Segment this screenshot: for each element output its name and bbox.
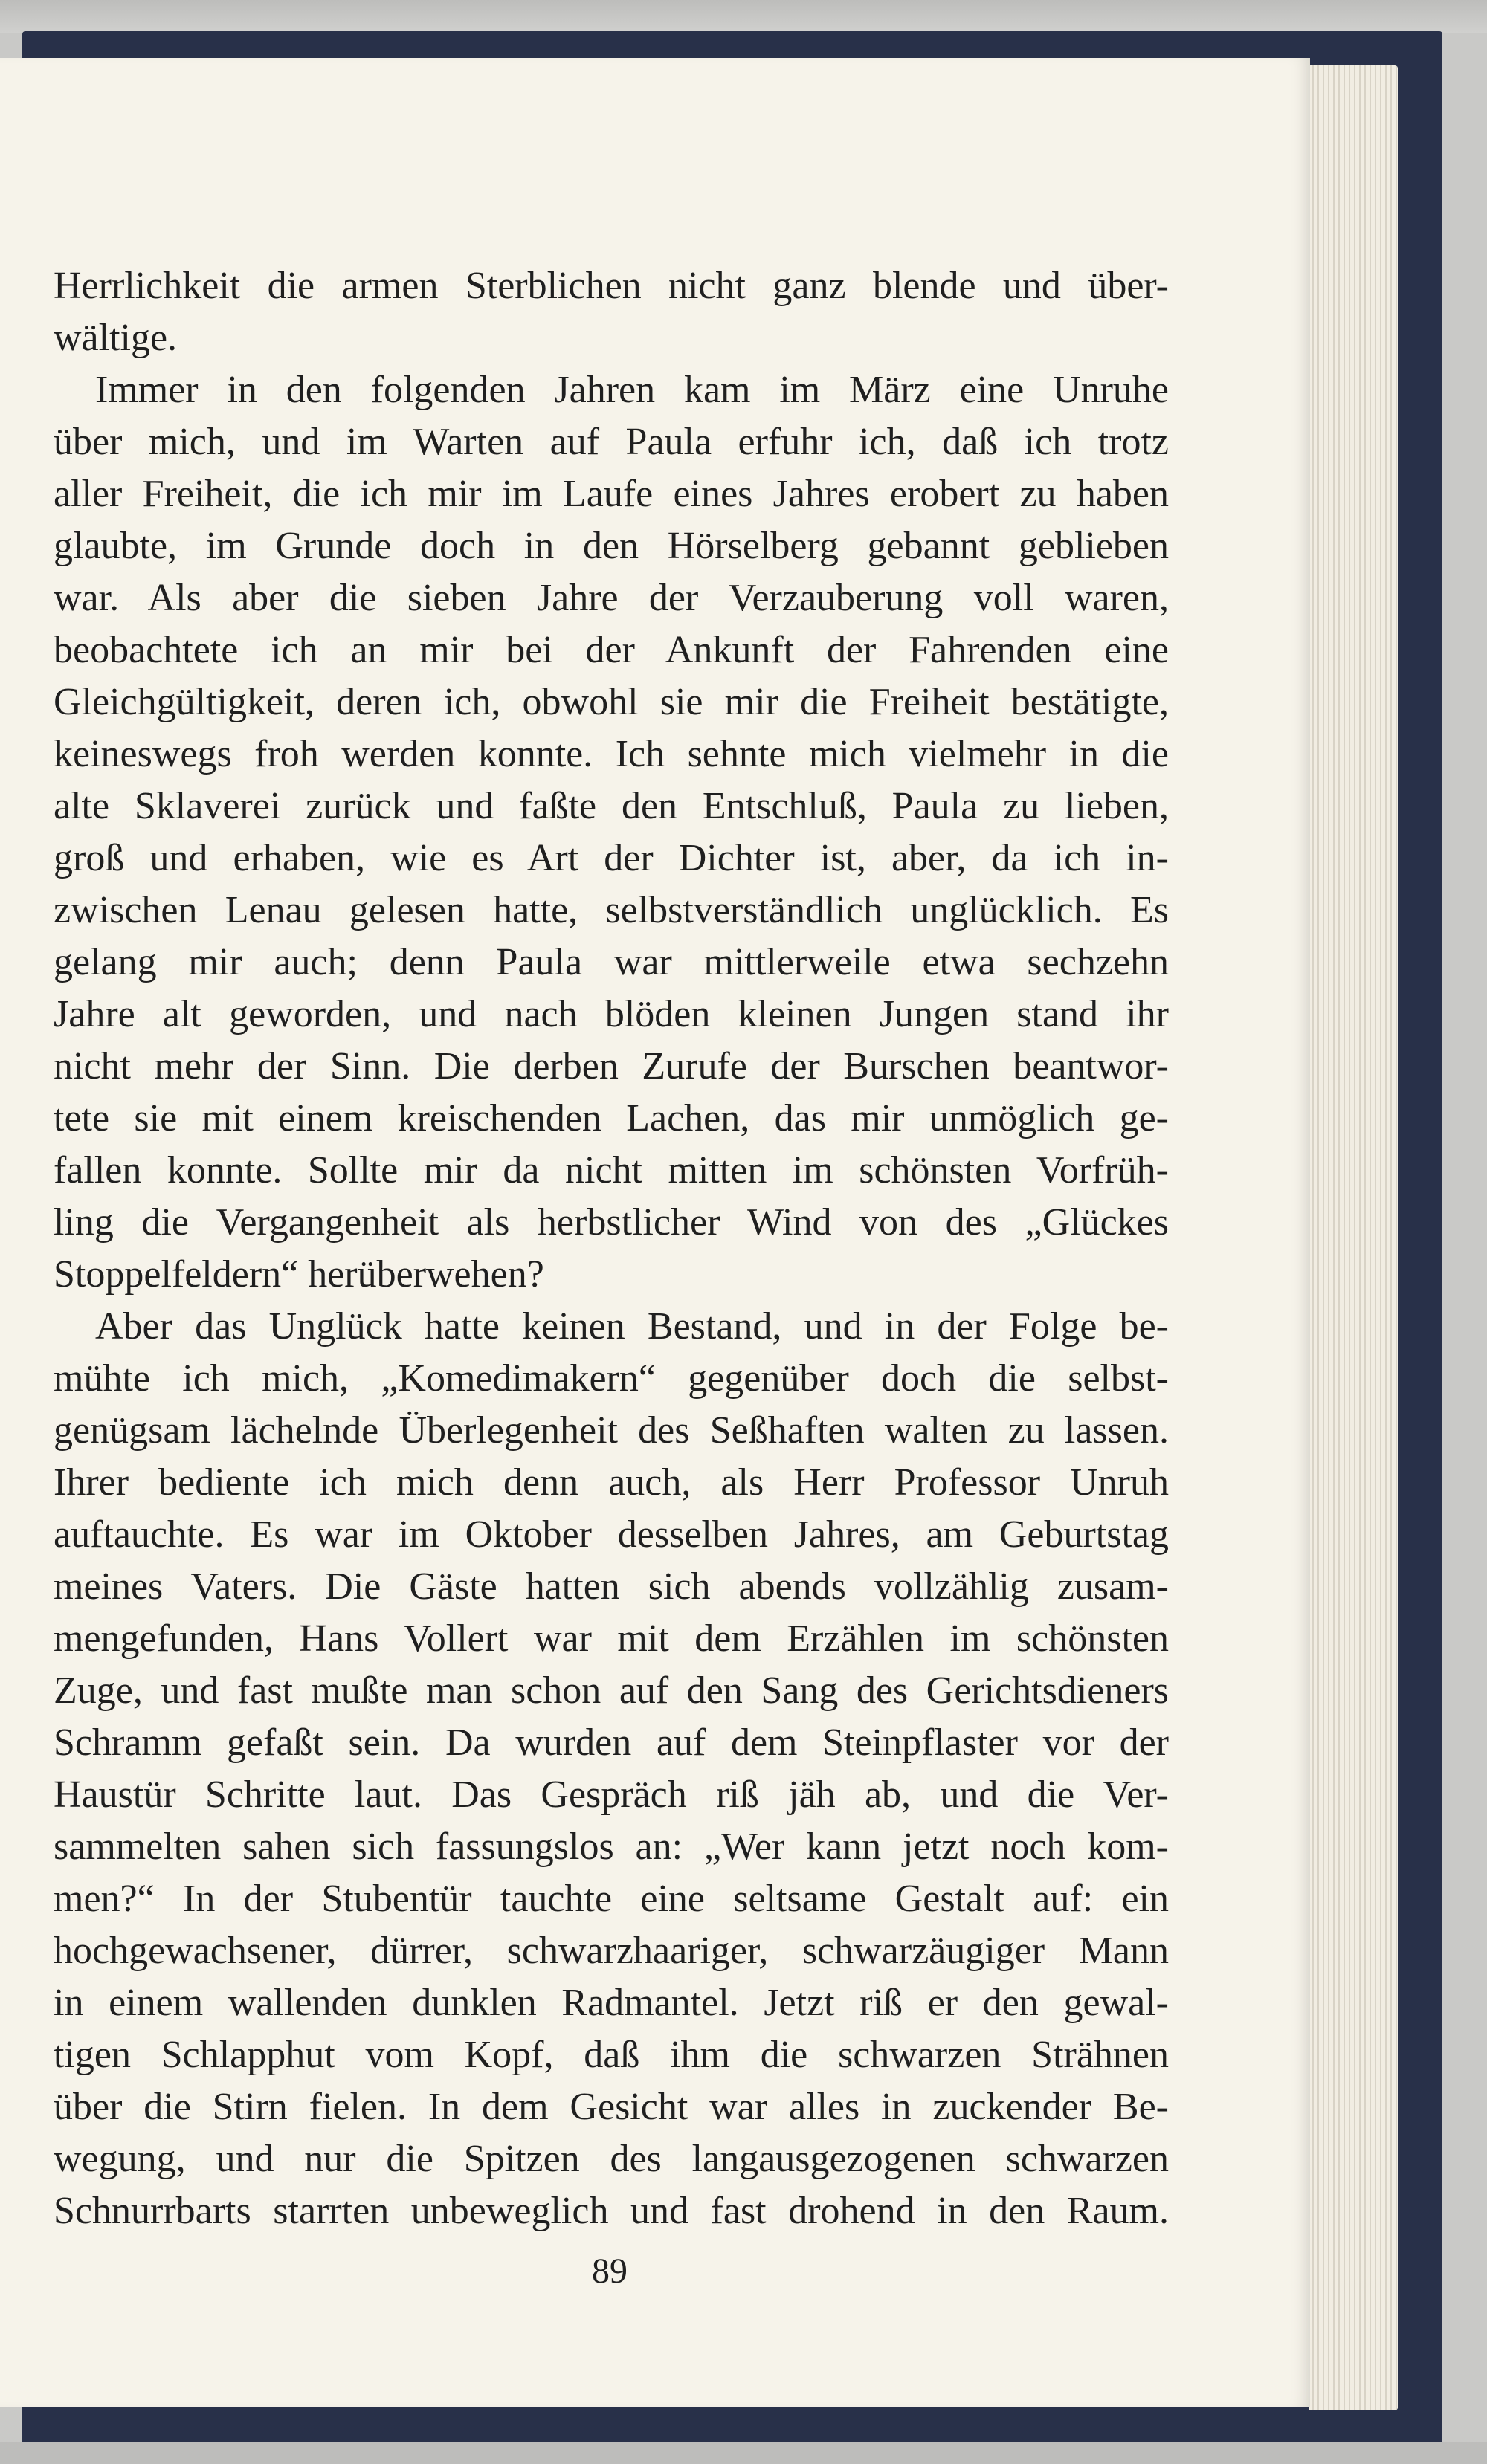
text-line: Zuge, und fast mußte man schon auf den Sang des Gerichtsdieners [54, 1669, 1169, 1712]
text-line: alte Sklaverei zurück und faßte den Entschluß, Paula zu lieben, [54, 785, 1169, 827]
text-line: groß und erhaben, wie es Art der Dichter ist, aber, da ich in- [54, 837, 1169, 879]
text-line: Jahre alt geworden, und nach blöden kleinen Jungen stand ihr [54, 993, 1169, 1035]
text-line: hochgewachsener, dürrer, schwarzhaariger, schwarzäugiger Mann [54, 1930, 1169, 1972]
body-text [54, 260, 1169, 2237]
text-line: Herrlichkeit die armen Sterblichen nicht ganz blende und über- [54, 265, 1169, 307]
page-number: 89 [592, 2251, 628, 2291]
scan-shadow-bottom [0, 2442, 1487, 2464]
text-line: wegung, und nur die Spitzen des langausgezogenen schwarzen [54, 2138, 1169, 2180]
text-line: Haustür Schritte laut. Das Gespräch riß jäh ab, und die Ver- [54, 1773, 1169, 1816]
text-line: men?“ In der Stubentür tauchte eine seltsame Gestalt auf: ein [54, 1878, 1169, 1920]
text-line: Stoppelfeldern“ herüberwehen? [54, 1253, 544, 1296]
text-line: war. Als aber die sieben Jahre der Verzauberung voll waren, [54, 577, 1169, 619]
text-line: genügsam lächelnde Überlegenheit des Seßhaften walten zu lassen. [54, 1409, 1169, 1452]
text-line: sammelten sahen sich fassungslos an: „Wer kann jetzt noch kom- [54, 1826, 1169, 1868]
text-line: über mich, und im Warten auf Paula erfuhr ich, daß ich trotz [54, 421, 1169, 463]
text-line: auftauchte. Es war im Oktober desselben Jahres, am Geburtstag [54, 1513, 1169, 1556]
text-line: glaubte, im Grunde doch in den Hörselberg gebannt geblieben [54, 525, 1169, 567]
text-line: meines Vaters. Die Gäste hatten sich abends vollzählig zusam- [54, 1565, 1169, 1608]
text-line: aller Freiheit, die ich mir im Laufe eines Jahres erobert zu haben [54, 473, 1169, 515]
text-line: Immer in den folgenden Jahren kam im März eine Unruhe [95, 369, 1169, 411]
text-line: fallen konnte. Sollte mir da nicht mitten im schönsten Vorfrüh- [54, 1149, 1169, 1191]
text-line: über die Stirn fielen. In dem Gesicht war alles in zuckender Be- [54, 2086, 1169, 2128]
text-line: wältige. [54, 317, 178, 359]
text-line: Gleichgültigkeit, deren ich, obwohl sie mir die Freiheit bestätigte, [54, 681, 1169, 723]
text-line: mühte ich mich, „Komedimakern“ gegenüber doch die selbst- [54, 1357, 1169, 1400]
text-line: zwischen Lenau gelesen hatte, selbstverständlich unglücklich. Es [54, 889, 1169, 931]
text-line: keineswegs froh werden konnte. Ich sehnte mich vielmehr in die [54, 733, 1169, 775]
text-line: gelang mir auch; denn Paula war mittlerweile etwa sechzehn [54, 941, 1169, 983]
text-line: Aber das Unglück hatte keinen Bestand, und in der Folge be- [95, 1305, 1169, 1348]
text-line: in einem wallenden dunklen Radmantel. Jetzt riß er den gewal- [54, 1982, 1169, 2024]
text-line: tigen Schlapphut vom Kopf, daß ihm die schwarzen Strähnen [54, 2034, 1169, 2076]
text-line: mengefunden, Hans Vollert war mit dem Erzählen im schönsten [54, 1617, 1169, 1660]
text-line: Schnurrbarts starrten unbeweglich und fast drohend in den Raum. [54, 2190, 1169, 2232]
text-line: Schramm gefaßt sein. Da wurden auf dem Steinpflaster vor der [54, 1721, 1169, 1764]
text-line: nicht mehr der Sinn. Die derben Zurufe der Burschen beantwor- [54, 1045, 1169, 1087]
text-line: beobachtete ich an mir bei der Ankunft der Fahrenden eine [54, 629, 1169, 671]
text-line: tete sie mit einem kreischenden Lachen, das mir unmöglich ge- [54, 1097, 1169, 1139]
text-line: ling die Vergangenheit als herbstlicher Wind von des „Glückes [54, 1201, 1169, 1244]
scan-shadow-top [0, 0, 1487, 33]
text-line: Ihrer bediente ich mich denn auch, als Herr Professor Unruh [54, 1461, 1169, 1504]
book-page [0, 58, 1310, 2407]
page-edges [1309, 65, 1398, 2410]
